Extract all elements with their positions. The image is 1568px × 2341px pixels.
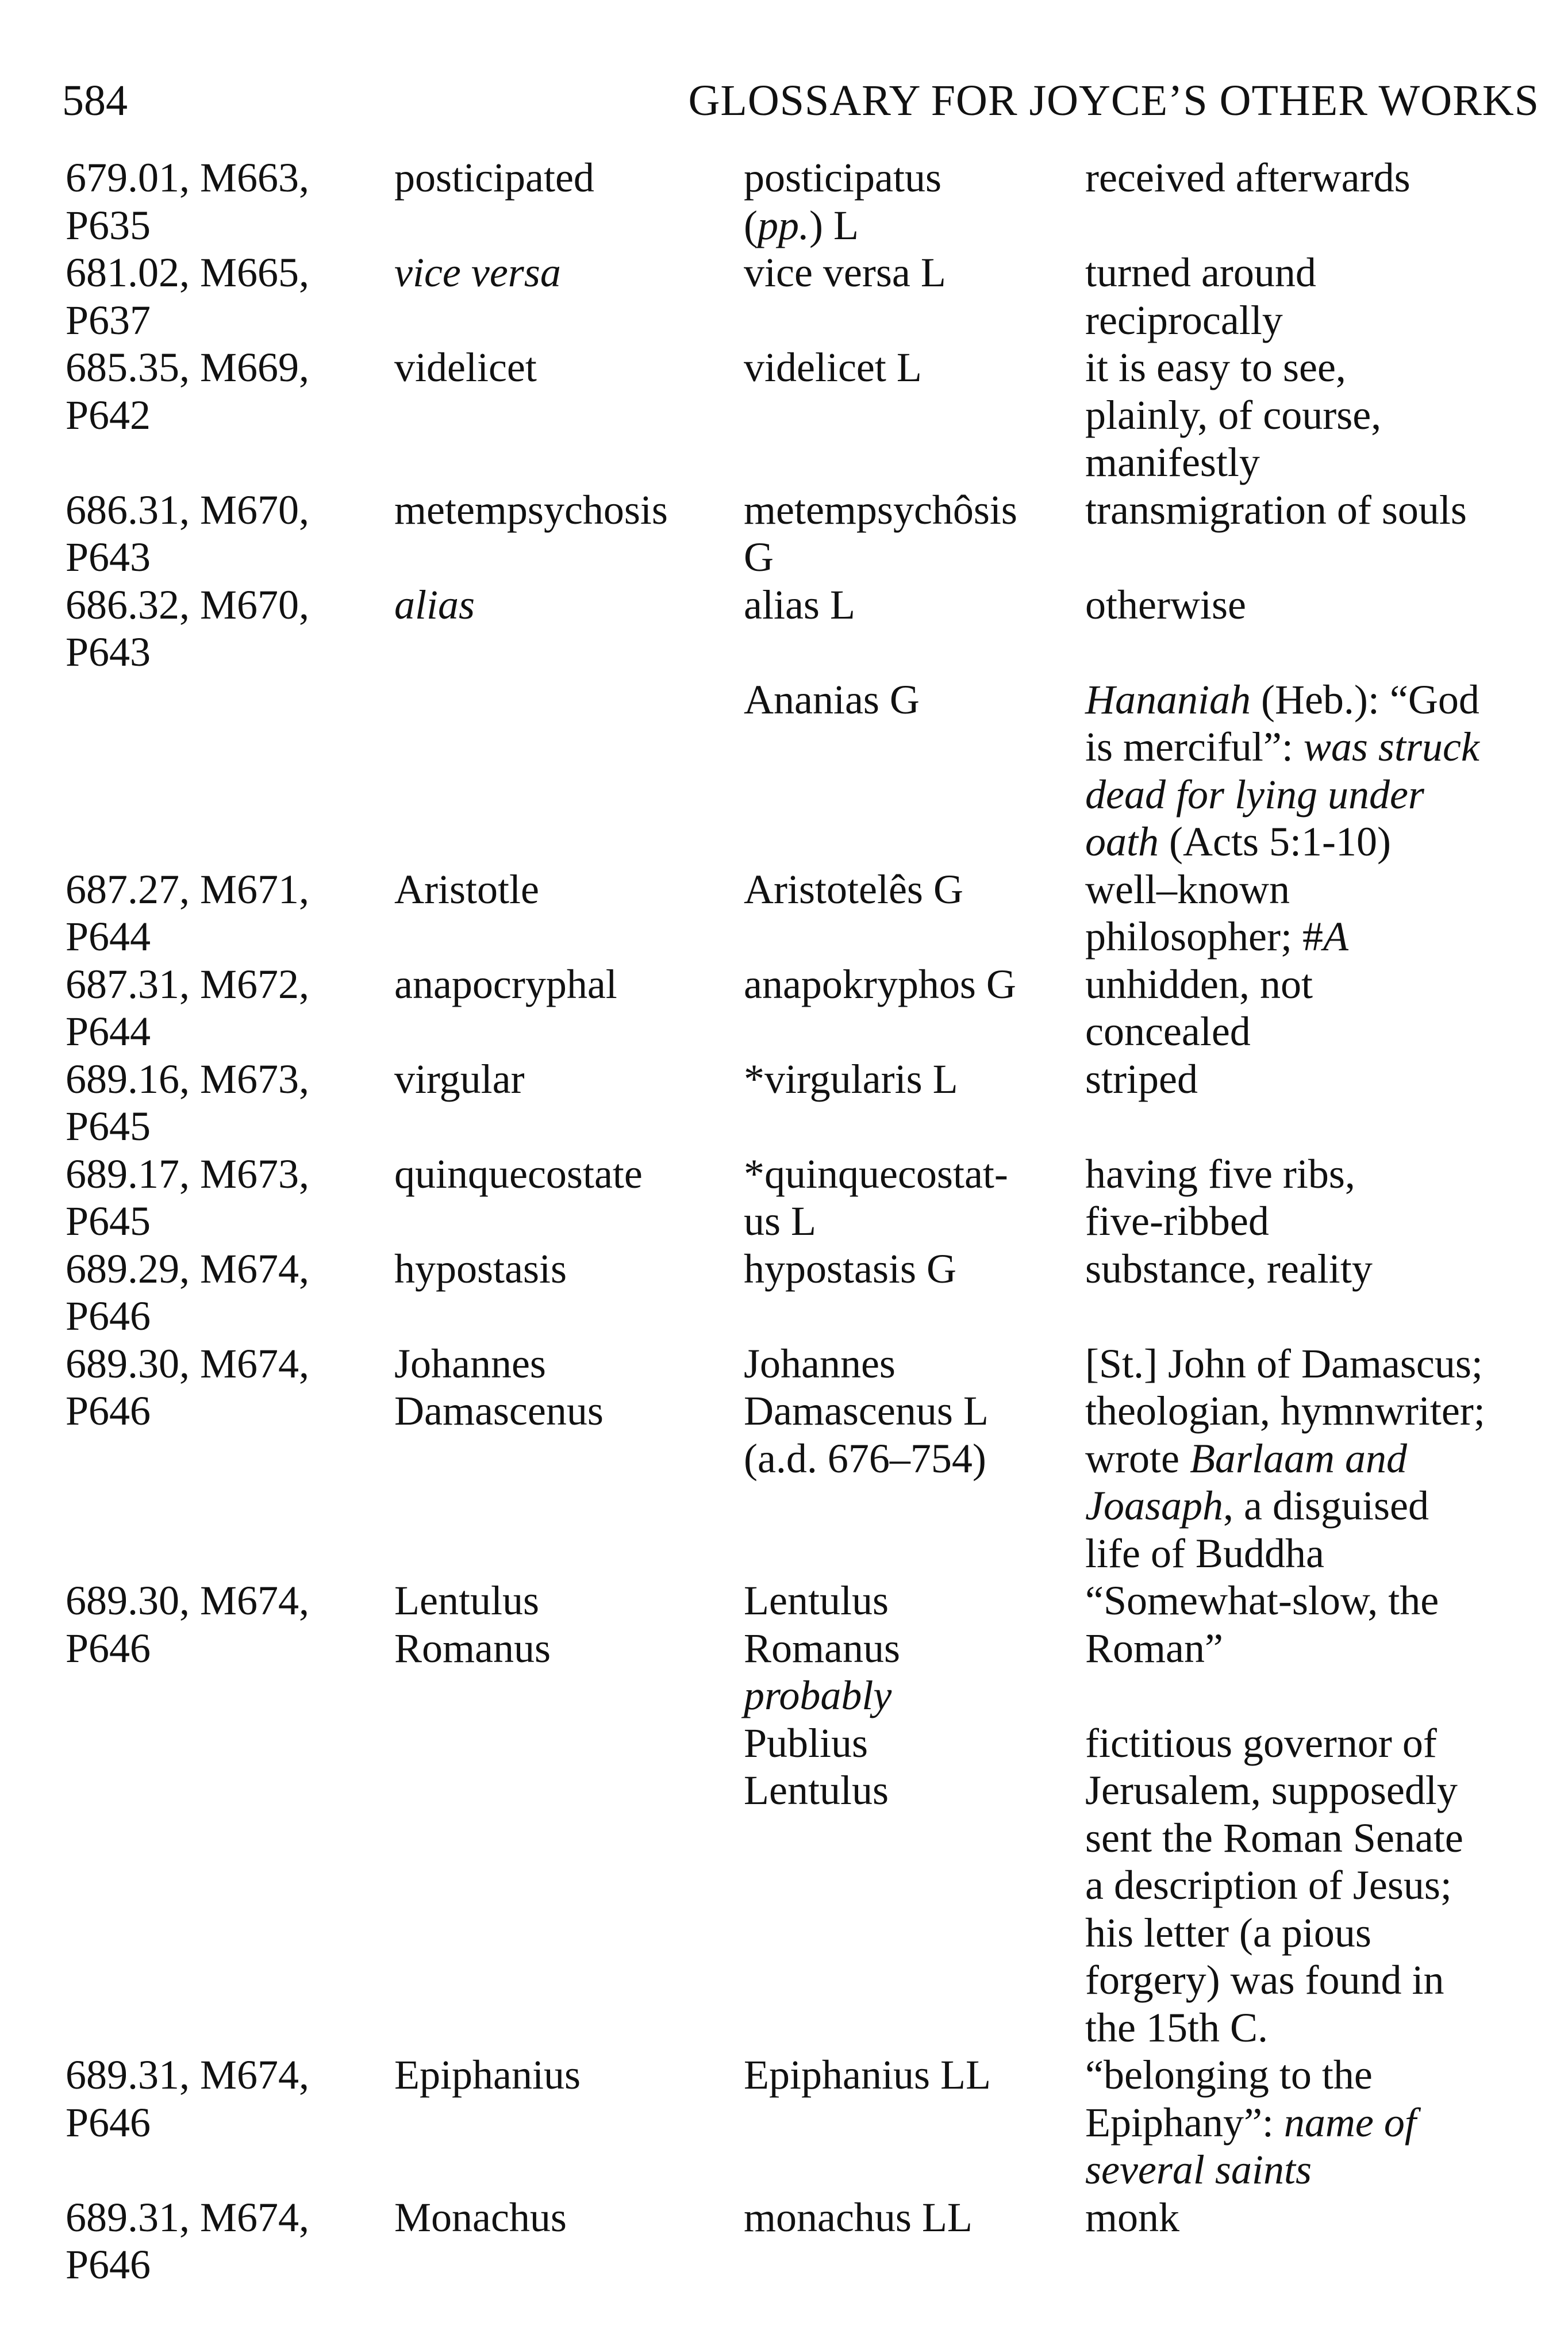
meaning-line: Hananiah (Heb.): “God [1085, 676, 1479, 723]
entry-meaning [1085, 486, 1545, 534]
term-line: Epiphanius [394, 2052, 581, 2098]
reference-line: 687.27, M671, [66, 866, 310, 912]
meaning-line: several saints [1085, 2147, 1312, 2193]
reference-line [66, 1720, 387, 1767]
origin-line: us L [744, 1198, 816, 1244]
reference-line: 679.01, M663, [66, 155, 310, 201]
entry-origin [744, 1340, 1089, 1483]
term-line: alias [394, 581, 475, 628]
entry-term [394, 1720, 739, 1767]
meaning-line: philosopher; #A [1085, 914, 1348, 960]
reference-line: 689.31, M674, [66, 2194, 310, 2240]
glossary-row [0, 676, 1568, 866]
meaning-line: dead for lying under [1085, 771, 1424, 818]
entry-origin [744, 961, 1089, 1008]
entry-reference [66, 2051, 387, 2146]
meaning-line: theologian, hymnwriter; [1085, 1388, 1485, 1434]
reference-line: P646 [66, 1625, 151, 1671]
meaning-line: wrote Barlaam and [1085, 1435, 1407, 1482]
meaning-line: [St.] John of Damascus; [1085, 1340, 1483, 1387]
term-line [394, 676, 739, 724]
entry-origin [744, 486, 1089, 581]
reference-line: 689.16, M673, [66, 1056, 310, 1102]
reference-line: P646 [66, 1293, 151, 1339]
meaning-line: life of Buddha [1085, 1530, 1324, 1576]
entry-origin [744, 1245, 1089, 1293]
meaning-line: Epiphany”: name of [1085, 2099, 1416, 2146]
origin-line: hypostasis G [744, 1245, 957, 1292]
glossary-row [0, 154, 1568, 249]
entry-origin [744, 1720, 1089, 1814]
entry-reference [66, 961, 387, 1056]
meaning-line: well–known [1085, 866, 1290, 912]
reference-line: P637 [66, 297, 151, 343]
reference-line: P646 [66, 1388, 151, 1434]
origin-line: Romanus [744, 1625, 901, 1671]
term-line: vice versa [394, 250, 561, 295]
entry-reference [66, 154, 387, 249]
entry-reference [66, 486, 387, 581]
entry-origin [744, 1577, 1089, 1720]
origin-line: Damascenus L [744, 1388, 989, 1434]
running-title: GLOSSARY FOR JOYCE’S OTHER WORKS [688, 76, 1539, 125]
page-number: 584 [62, 76, 128, 125]
entry-reference [66, 1150, 387, 1245]
reference-line: P644 [66, 914, 151, 960]
origin-line: vice versa L [744, 250, 946, 295]
entry-term [394, 2194, 739, 2242]
meaning-line: it is easy to see, [1085, 344, 1346, 390]
origin-line: probably [744, 1672, 892, 1718]
reference-line: 689.29, M674, [66, 1245, 310, 1292]
reference-line: 689.17, M673, [66, 1150, 310, 1197]
meaning-line: the 15th C. [1085, 2004, 1268, 2051]
entry-meaning [1085, 2194, 1545, 2242]
glossary-row [0, 1577, 1568, 1720]
meaning-line: striped [1085, 1056, 1198, 1102]
entry-reference [66, 344, 387, 439]
reference-line: P646 [66, 2242, 151, 2288]
reference-line: P643 [66, 534, 151, 580]
entry-origin [744, 1056, 1089, 1103]
meaning-line: transmigration of souls [1085, 486, 1467, 533]
entry-origin [744, 676, 1089, 724]
meaning-line: a description of Jesus; [1085, 1862, 1452, 1908]
entry-origin [744, 581, 1089, 629]
glossary-row [0, 344, 1568, 486]
entry-origin [744, 2051, 1089, 2099]
entry-meaning [1085, 1150, 1545, 1245]
entry-reference [66, 1340, 387, 1435]
origin-line: Publius [744, 1720, 868, 1766]
origin-line: anapokryphos G [744, 961, 1016, 1007]
meaning-line: turned around [1085, 250, 1316, 295]
page-header [62, 75, 1539, 126]
origin-line: Aristotelês G [744, 866, 963, 912]
glossary-row [0, 2194, 1568, 2289]
term-line: videlicet [394, 344, 537, 390]
entry-meaning [1085, 344, 1545, 486]
entry-origin [744, 1150, 1089, 1245]
term-line: hypostasis [394, 1245, 567, 1292]
reference-line: 686.32, M670, [66, 581, 310, 628]
glossary-row [0, 581, 1568, 676]
origin-line: Lentulus [744, 1767, 889, 1813]
entry-term [394, 1056, 739, 1103]
reference-line: P646 [66, 2099, 151, 2146]
meaning-line [1085, 1672, 1545, 1720]
entry-reference [66, 581, 387, 676]
entry-meaning [1085, 2051, 1545, 2194]
entry-reference [66, 1245, 387, 1340]
origin-line: G [744, 534, 774, 580]
origin-line: posticipatus [744, 155, 941, 201]
meaning-line: having five ribs, [1085, 1150, 1355, 1197]
meaning-line: sent the Roman Senate [1085, 1814, 1463, 1861]
reference-line: 687.31, M672, [66, 961, 310, 1007]
reference-line: 689.30, M674, [66, 1578, 310, 1624]
reference-line: P645 [66, 1103, 151, 1149]
entry-meaning [1085, 866, 1545, 961]
glossary-row [0, 486, 1568, 581]
entry-origin [744, 866, 1089, 914]
entry-meaning [1085, 961, 1545, 1056]
reference-line: P642 [66, 392, 151, 438]
meaning-line: substance, reality [1085, 1245, 1373, 1292]
term-line [394, 1720, 739, 1767]
term-line: Monachus [394, 2194, 567, 2240]
entry-term [394, 486, 739, 534]
reference-line: P644 [66, 1008, 151, 1054]
entry-term [394, 1245, 739, 1293]
meaning-line: Joasaph, a disguised [1085, 1483, 1429, 1529]
glossary-row [0, 961, 1568, 1056]
entry-origin [744, 2194, 1089, 2242]
entry-term [394, 866, 739, 914]
term-line: Romanus [394, 1625, 551, 1671]
term-line: quinquecostate [394, 1150, 643, 1197]
entry-origin [744, 249, 1089, 297]
reference-line [66, 676, 387, 724]
glossary-row [0, 1056, 1568, 1150]
glossary-table [0, 154, 1568, 2289]
meaning-line: oath (Acts 5:1-10) [1085, 819, 1391, 865]
meaning-line: Roman” [1085, 1625, 1223, 1671]
origin-line: videlicet L [744, 344, 922, 390]
meaning-line: received afterwards [1085, 155, 1411, 201]
meaning-line: is merciful”: was struck [1085, 724, 1479, 770]
reference-line: 685.35, M669, [66, 344, 310, 390]
origin-line: (a.d. 676–754) [744, 1435, 986, 1482]
meaning-line: Jerusalem, supposedly [1085, 1767, 1458, 1813]
entry-term [394, 2051, 739, 2099]
entry-reference [66, 676, 387, 724]
origin-line: Johannes [744, 1340, 896, 1387]
origin-line: alias L [744, 581, 855, 628]
glossary-row [0, 866, 1568, 961]
meaning-line: reciprocally [1085, 297, 1283, 343]
meaning-line: five-ribbed [1085, 1198, 1269, 1244]
origin-line: metempsychôsis [744, 486, 1017, 533]
entry-meaning [1085, 676, 1545, 866]
origin-line: (pp.) L [744, 202, 859, 248]
entry-term [394, 581, 739, 629]
origin-line: *virgularis L [744, 1056, 958, 1102]
term-line: anapocryphal [394, 961, 617, 1007]
entry-term [394, 249, 739, 297]
glossary-row [0, 1720, 1568, 2052]
entry-reference [66, 1720, 387, 1767]
meaning-line: “Somewhat-slow, the [1085, 1578, 1439, 1624]
entry-meaning [1085, 154, 1545, 202]
entry-meaning [1085, 1720, 1545, 2052]
meaning-line: concealed [1085, 1008, 1251, 1054]
entry-meaning [1085, 1056, 1545, 1103]
term-line: Aristotle [394, 866, 539, 912]
meaning-line: manifestly [1085, 439, 1260, 485]
term-line: Damascenus [394, 1388, 604, 1434]
reference-line: 681.02, M665, [66, 250, 310, 295]
glossary-row [0, 1150, 1568, 1245]
meaning-line: unhidden, not [1085, 961, 1313, 1007]
entry-term [394, 344, 739, 392]
entry-term [394, 154, 739, 202]
entry-origin [744, 154, 1089, 249]
meaning-line: plainly, of course, [1085, 392, 1382, 438]
glossary-row [0, 1245, 1568, 1340]
entry-meaning [1085, 1340, 1545, 1578]
meaning-line: his letter (a pious [1085, 1909, 1371, 1956]
term-line: metempsychosis [394, 486, 668, 533]
term-line: virgular [394, 1056, 525, 1102]
entry-reference [66, 2194, 387, 2289]
origin-line: Ananias G [744, 676, 920, 723]
entry-term [394, 676, 739, 724]
glossary-row [0, 1340, 1568, 1578]
meaning-line: fictitious governor of [1085, 1720, 1437, 1766]
entry-term [394, 1150, 739, 1198]
meaning-line: forgery) was found in [1085, 1957, 1444, 2003]
entry-meaning [1085, 249, 1545, 344]
entry-term [394, 1340, 739, 1435]
origin-line: Lentulus [744, 1578, 889, 1624]
entry-meaning [1085, 1245, 1545, 1293]
entry-term [394, 1577, 739, 1672]
reference-line: 689.30, M674, [66, 1340, 310, 1387]
entry-meaning [1085, 581, 1545, 629]
reference-line: P645 [66, 1198, 151, 1244]
meaning-line: “belonging to the [1085, 2052, 1373, 2098]
entry-meaning [1085, 1577, 1545, 1720]
glossary-row [0, 249, 1568, 344]
entry-term [394, 961, 739, 1008]
entry-reference [66, 1577, 387, 1672]
entry-origin [744, 344, 1089, 392]
reference-line: P643 [66, 629, 151, 675]
entry-reference [66, 1056, 387, 1150]
origin-line: *quinquecostat- [744, 1150, 1008, 1197]
glossary-row [0, 2051, 1568, 2194]
origin-line: Epiphanius LL [744, 2052, 991, 2098]
meaning-line: monk [1085, 2194, 1180, 2240]
reference-line: P635 [66, 202, 151, 248]
reference-line: 686.31, M670, [66, 486, 310, 533]
term-line: posticipated [394, 155, 594, 201]
origin-line: monachus LL [744, 2194, 973, 2240]
meaning-line: otherwise [1085, 581, 1246, 628]
entry-reference [66, 249, 387, 344]
term-line: Lentulus [394, 1578, 539, 1624]
reference-line: 689.31, M674, [66, 2052, 310, 2098]
entry-reference [66, 866, 387, 961]
term-line: Johannes [394, 1340, 546, 1387]
